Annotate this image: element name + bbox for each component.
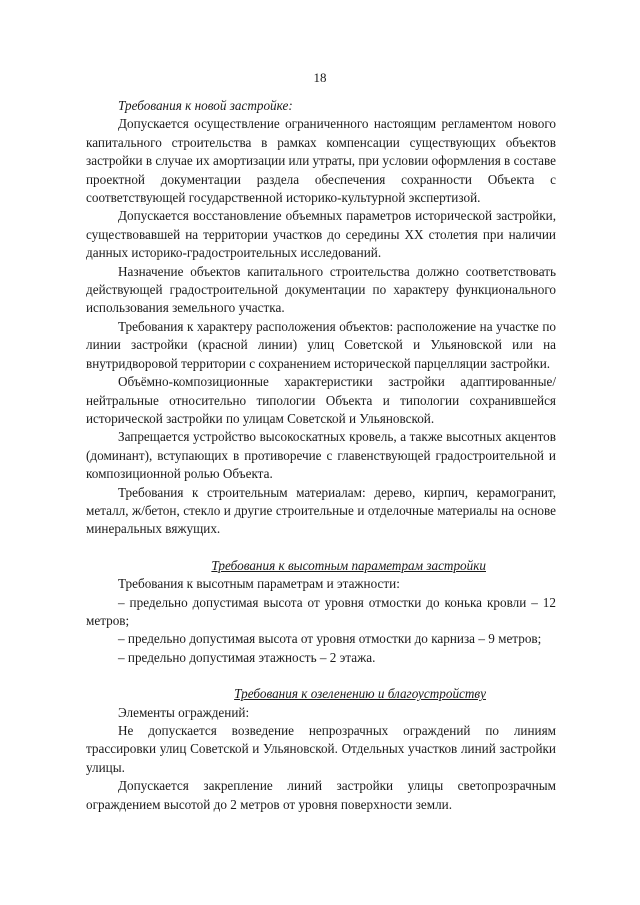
height-section-heading: Требования к высотным параметрам застройки: [211, 557, 486, 573]
paragraph: Допускается осуществление ограниченного настоящим регламентом нового капитального строительства в рамках компенсации существующих объектов застройки в случае их амортизации или утраты, при условии оформления в составе проектной документации раздела обеспечения сохранности Объекта с соответствующей государственной историко-культурной экспертизой.: [86, 116, 556, 206]
paragraph: Допускается восстановление объемных параметров исторической застройки, существовавшей на территории участков до середины XX столетия при наличии данных историко-градостроительных исследований.: [86, 208, 556, 261]
paragraph: Требования к строительным материалам: дерево, кирпич, керамогранит, металл, ж/бетон, стекло и другие строительные и отделочные материалы на основе минеральных вяжущих.: [86, 484, 556, 537]
new-construction-heading: Требования к новой застройке:: [118, 98, 293, 113]
paragraph: Требования к характеру расположения объектов: расположение на участке по линии застройки (красной линии) улиц Советской и Ульяновской или на внутридворовой территории с сохранением исторической парцелляции застройки.: [86, 318, 556, 371]
spacer: [86, 539, 556, 557]
list-item: – предельно допустимая высота от уровня отмостки до конька кровли – 12 метров;: [86, 594, 556, 628]
list-item: – предельно допустимая этажность – 2 этажа.: [118, 649, 376, 665]
paragraph: Требования к высотным параметрам и этажности:: [118, 576, 400, 592]
landscape-section-heading: Требования к озеленению и благоустройству: [234, 686, 486, 702]
spacer: [86, 667, 556, 685]
paragraph: Не допускается возведение непрозрачных ограждений по линиям трассировки улиц Советской и Ульяновской. Отдельных участков линий застройки улицы.: [86, 723, 556, 775]
paragraph: Объёмно-композиционные характеристики застройки адаптированные/ нейтральные относительно типологии Объекта и типологии сохранившейся исторической застройки по улицам Советской и Ульяновской.: [86, 374, 556, 426]
list-item: – предельно допустимая высота от уровня отмостки до карниза – 9 метров;: [118, 631, 542, 647]
paragraph: Допускается закрепление линий застройки улицы светопрозрачным ограждением высотой до 2 метров от уровня поверхности земли.: [86, 778, 556, 812]
paragraph: Запрещается устройство высокоскатных кровель, а также высотных акцентов (доминант), вступающих в противоречие с главенствующей градостроительной и композиционной ролью Объекта.: [86, 429, 556, 482]
paragraph: Элементы ограждений:: [118, 704, 250, 720]
page-number: 18: [313, 70, 327, 85]
document-body: [86, 97, 556, 814]
paragraph: Назначение объектов капитального строительства должно соответствовать действующей градостроительной документации по характеру функционального использования земельного участка.: [86, 263, 556, 316]
